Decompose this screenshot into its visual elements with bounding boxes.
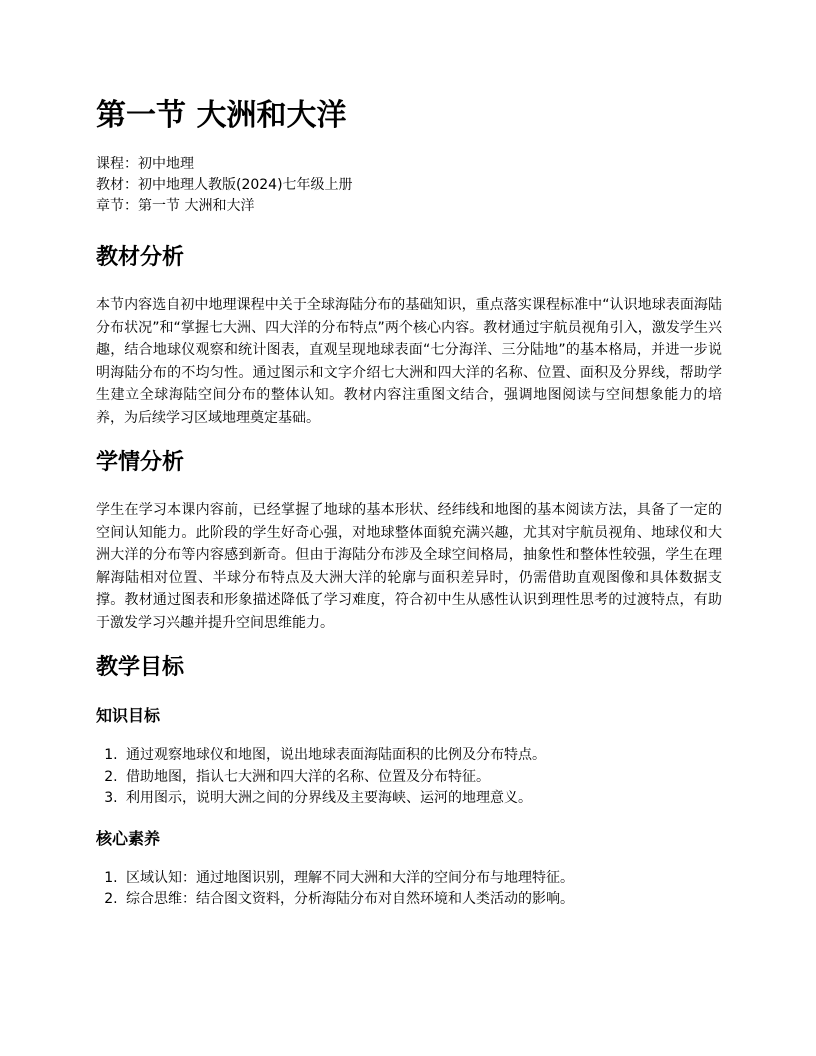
lesson-meta [96,154,722,217]
list-item: 3. 利用图示，说明大洲之间的分界线及主要海峡、运河的地理意义。 [122,788,722,810]
meta-course: 课程：初中地理 [96,156,194,172]
knowledge-goals-list [96,745,722,810]
document-page [96,96,722,911]
meta-textbook: 教材：初中地理人教版(2024)七年级上册 [96,177,353,193]
section-heading-teaching-goals: 教学目标 [96,655,185,680]
section-heading-textbook-analysis: 教材分析 [96,245,185,270]
meta-chapter: 章节：第一节 大洲和大洋 [96,198,255,214]
subsection-heading-core-literacy: 核心素养 [96,828,161,848]
core-literacy-list [96,868,722,911]
section-heading-student-analysis: 学情分析 [96,450,185,475]
list-item: 2. 借助地图，指认七大洲和四大洋的名称、位置及分布特征。 [122,767,722,789]
section-paragraph-student-analysis: 学生在学习本课内容前，已经掌握了地球的基本形状、经纬线和地图的基本阅读方法，具备了一定的空间认知能力。此阶段的学生好奇心强，对地球整体面貌充满兴趣，尤其对宇航员视角、地球仪和大洲大洋的分布等内容感到新奇。但由于海陆分布涉及全球空间格局，抽象性和整体性较强，学生在理解海陆相对位置、半球分布特点及大洲大洋的轮廓与面积差异时，仍需借助直观图像和具体数据支撑。教材通过图表和形象描述降低了学习难度，符合初中生从感性认识到理性思考的过渡特点，有助于激发学习兴趣并提升空间思维能力。 [96,502,722,631]
list-item: 1. 区域认知：通过地图识别，理解不同大洲和大洋的空间分布与地理特征。 [122,868,722,890]
subsection-heading-knowledge-goals: 知识目标 [96,706,161,725]
page-title: 第一节 大洲和大洋 [96,98,347,133]
list-item: 2. 综合思维：结合图文资料，分析海陆分布对自然环境和人类活动的影响。 [122,889,722,911]
section-paragraph-textbook-analysis: 本节内容选自初中地理课程中关于全球海陆分布的基础知识，重点落实课程标准中“认识地球表面海陆分布状况”和“掌握七大洲、四大洋的分布特点”两个核心内容。教材通过宇航员视角引入，激发学生兴趣，结合地球仪观察和统计图表，直观呈现地球表面“七分海洋、三分陆地”的基本格局，并进一步说明海陆分布的不均匀性。通过图示和文字介绍七大洲和四大洋的名称、位置、面积及分界线，帮助学生建立全球海陆空间分布的整体认知。教材内容注重图文结合，强调地图阅读与空间想象能力的培养，为后续学习区域地理奠定基础。 [96,297,722,426]
list-item: 1. 通过观察地球仪和地图，说出地球表面海陆面积的比例及分布特点。 [122,745,722,767]
